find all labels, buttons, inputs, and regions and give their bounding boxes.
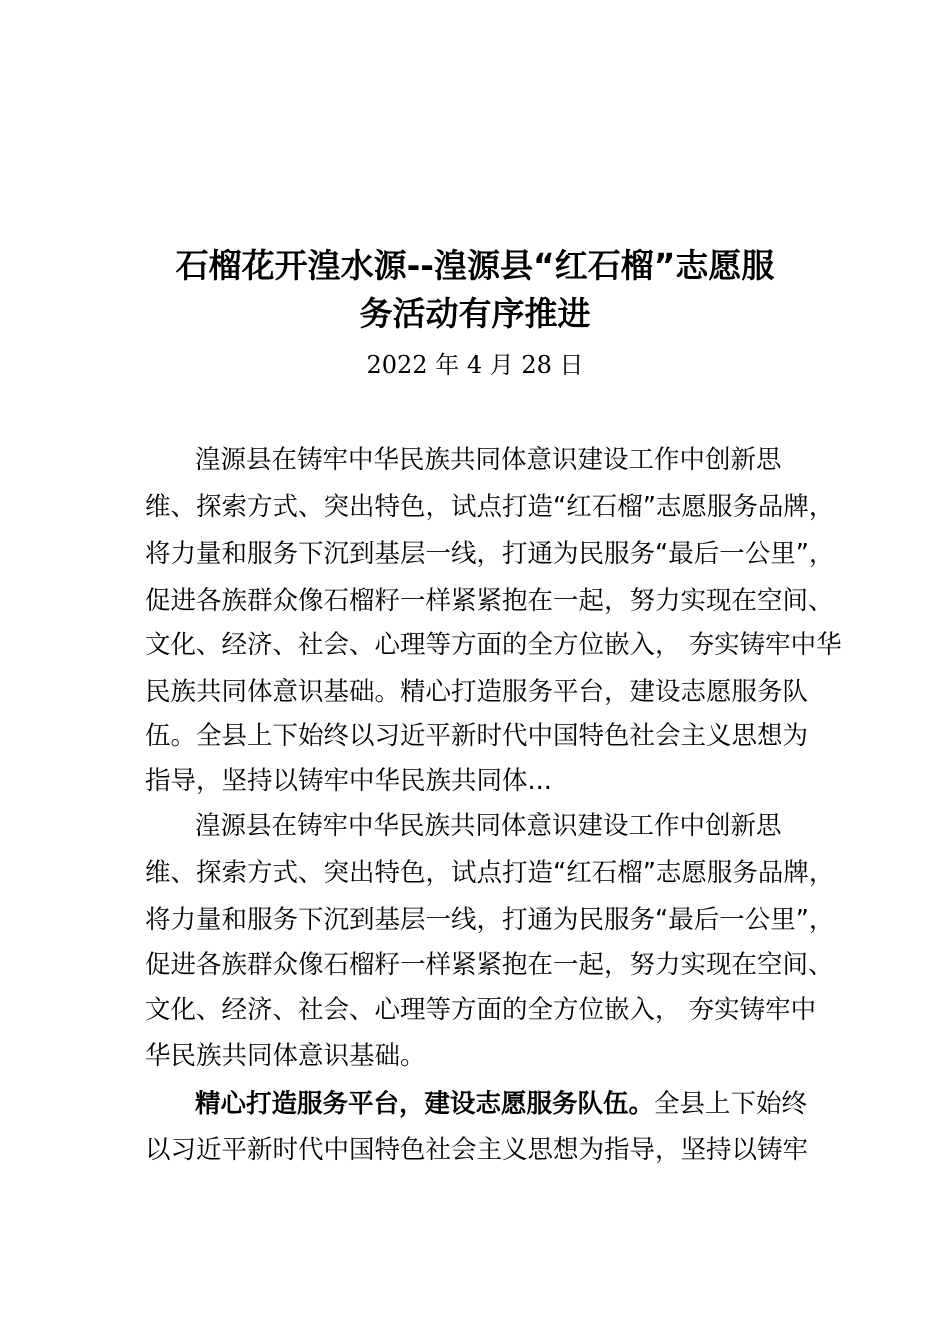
paragraph-2-line: 湟源县在铸牢中华民族共同体意识建设工作中创新思 — [195, 811, 782, 841]
document-title-line-2: 务活动有序推进 — [359, 294, 591, 333]
paragraph-2-line: 华民族共同体意识基础。 — [145, 1041, 426, 1071]
paragraph-1-line: 湟源县在铸牢中华民族共同体意识建设工作中创新思 — [195, 445, 782, 475]
paragraph-2-line: 文化、经济、社会、心理等方面的全方位嵌入， 夯实铸牢中 — [145, 995, 817, 1025]
paragraph-1-line: 维、探索方式、突出特色，试点打造“红石榴”志愿服务品牌， — [145, 492, 835, 522]
paragraph-1-line: 文化、经济、社会、心理等方面的全方位嵌入， 夯实铸牢中华 — [145, 630, 842, 660]
paragraph-1-line: 伍。全县上下始终以习近平新时代中国特色社会主义思想为 — [145, 721, 809, 751]
paragraph-1-line: 促进各族群众像石榴籽一样紧紧抱在一起，努力实现在空间、 — [145, 586, 834, 616]
paragraph-3-line — [195, 1084, 875, 1124]
document-title-line-1: 石榴花开湟水源--湟源县“红石榴”志愿服 — [175, 246, 775, 285]
paragraph-1-line: 指导，坚持以铸牢中华民族共同体... — [145, 766, 552, 796]
paragraph-2-line: 维、探索方式、突出特色，试点打造“红石榴”志愿服务品牌， — [145, 858, 835, 888]
paragraph-3-bold-lead: 精心打造服务平台，建设志愿服务队伍。 — [195, 1089, 655, 1119]
paragraph-2-line: 促进各族群众像石榴籽一样紧紧抱在一起，努力实现在空间、 — [145, 950, 834, 980]
paragraph-2-line: 将力量和服务下沉到基层一线，打通为民服务“最后一公里”， — [145, 905, 835, 935]
paragraph-1-line: 将力量和服务下沉到基层一线，打通为民服务“最后一公里”， — [145, 539, 835, 569]
document-date: 2022 年 4 月 28 日 — [366, 351, 584, 379]
paragraph-1-line: 民族共同体意识基础。精心打造服务平台，建设志愿服务队 — [145, 677, 809, 707]
paragraph-3-line-1-rest: 全县上下始终 — [654, 1089, 808, 1119]
paragraph-3-line: 以习近平新时代中国特色社会主义思想为指导，坚持以铸牢 — [145, 1135, 809, 1165]
